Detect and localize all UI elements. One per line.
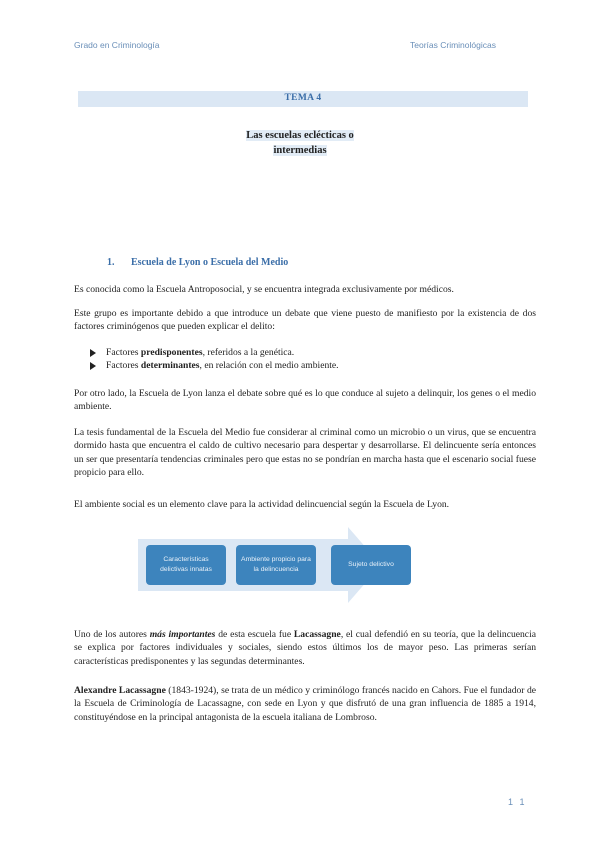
paragraph-4: La tesis fundamental de la Escuela del Medio fue considerar al criminal como un microbio o un virus, que se encuentra dormido hasta que encuentra el caldo de cultivo necesario para despertar y desarrollarse. El delincuente sería entonces un ser que presentaría tendencias criminales pero que estas no se pondrían en marcha hasta que el escenario social fuese propicio para ello. [74, 427, 536, 479]
bullet-bold: determinantes [140, 360, 200, 372]
subtitle-line-1: Las escuelas eclécticas o [246, 130, 354, 141]
section-number: 1. [107, 257, 115, 268]
subtitle-line-2: intermedias [273, 145, 327, 156]
paragraph-2: Este grupo es importante debido a que introduce un debate que viene puesto de manifiesto por la existencia de dos factores criminógenos que pueden explicar el delito: [74, 308, 536, 333]
bullet-text: Factores [106, 347, 141, 358]
text-run: Uno de los autores [74, 629, 150, 640]
process-diagram [138, 527, 438, 609]
bullet-text: , referidos a la genética. [202, 347, 295, 358]
tema-banner [78, 91, 528, 107]
list-item [90, 346, 339, 359]
paragraph-3: Por otro lado, la Escuela de Lyon lanza el debate sobre qué es lo que conduce al sujeto a delinquir, los genes o el medio ambiente. [74, 388, 536, 413]
author-name: Lacassagne [293, 629, 341, 640]
diagram-box-3: Sujeto delictivo [331, 545, 411, 585]
text-run: , el cual defendió en su teoría, que la delincuencia se explica por factores individuales y sociales, siendo estos últimos los de mayor peso. Las primeras serían características predisponentes y las segundas determinantes. [74, 629, 536, 667]
bullet-arrow-icon [90, 349, 96, 357]
list-item [90, 359, 339, 372]
text-run: de esta escuela fue [215, 629, 294, 640]
text-run: (1843-1924), se trata de un médico y criminólogo francés nacido en Cahors. Fue el fundador de la Escuela de Criminología de Lacassagne, con sede en Lyon y que disfrutó de una gran influencia de 1885 a 1914, constituyéndose en la principal antagonista de la escuela italiana de Lombroso. [74, 685, 537, 723]
page-number: 1 1 [508, 797, 527, 807]
tema-title: TEMA 4 [284, 93, 322, 103]
diagram-box-2: Ambiente propicio para la delincuencia [236, 545, 316, 585]
header-left: Grado en Criminología [74, 40, 160, 50]
section-heading [107, 257, 288, 268]
header-right: Teorías Criminológicas [410, 40, 496, 50]
document-subtitle [200, 128, 400, 158]
bullet-text: Factores [106, 360, 141, 372]
bullet-arrow-icon [90, 362, 96, 370]
diagram-box-1: Características delictivas innatas [146, 545, 226, 585]
paragraph-6 [74, 628, 536, 668]
section-title: Escuela de Lyon o Escuela del Medio [131, 257, 289, 268]
bullet-text: , en relación con el medio ambiente. [199, 360, 339, 372]
paragraph-5: El ambiente social es un elemento clave para la actividad delincuencial según la Escuela de Lyon. [74, 499, 450, 510]
author-name: Alexandre Lacassagne [74, 685, 166, 696]
paragraph-7 [74, 684, 536, 724]
bullet-bold: predisponentes [140, 347, 203, 358]
paragraph-1: Es conocida como la Escuela Antroposocial, y se encuentra integrada exclusivamente por médicos. [74, 284, 454, 295]
factor-list [90, 346, 339, 373]
emphasis-text: más importantes [149, 629, 216, 640]
